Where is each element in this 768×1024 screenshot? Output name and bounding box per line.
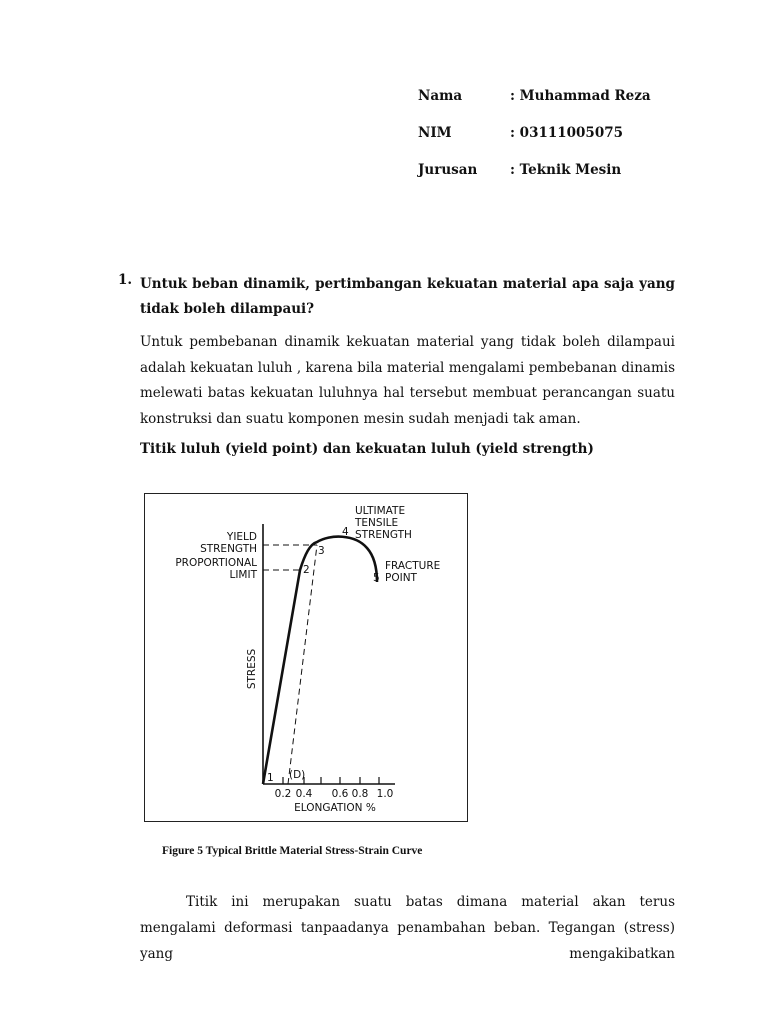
- stress-strain-figure: [144, 493, 468, 822]
- yield-label-1: YIELD: [226, 531, 257, 543]
- point-3-label: 3: [318, 545, 325, 557]
- x-tick-label: 0.2: [274, 788, 292, 800]
- stress-strain-diagram: [145, 494, 468, 822]
- uts-label-2: TENSILE: [355, 517, 399, 529]
- x-tick-label: 1.0: [376, 788, 394, 800]
- nim-value: : 03111005075: [510, 125, 624, 141]
- point-4-label: 4: [342, 526, 349, 538]
- offset-dashed-line: [288, 545, 317, 784]
- question-text: Untuk beban dinamik, pertimbangan kekuatan material apa saja yang tidak boleh dilampaui?: [140, 276, 675, 317]
- stress-axis-label: STRESS: [246, 648, 258, 690]
- fracture-label-2: POINT: [385, 572, 417, 584]
- uts-label-3: STRENGTH: [355, 529, 412, 541]
- section-subheading: Titik luluh (yield point) dan kekuatan luluh (yield strength): [140, 441, 594, 457]
- point-5-label: 5: [373, 572, 380, 584]
- figure-caption: Figure 5 Typical Brittle Material Stress-Strain Curve: [162, 845, 423, 857]
- name-label: Nama: [418, 88, 463, 104]
- question-number: 1.: [118, 272, 133, 288]
- name-value: : Muhammad Reza: [510, 88, 651, 104]
- elongation-axis-label: ELONGATION %: [294, 802, 376, 814]
- point-1-label: 1: [267, 772, 274, 784]
- proportional-label-1: PROPORTIONAL: [175, 557, 257, 569]
- point-2-label: 2: [303, 564, 310, 576]
- x-tick-label: 0.4: [295, 788, 313, 800]
- nim-label: NIM: [418, 125, 452, 141]
- major-label: Jurusan: [418, 162, 478, 178]
- answer-paragraph: Untuk pembebanan dinamik kekuatan material yang tidak boleh dilampaui adalah kekuatan luluh , karena bila material mengalami pembebanan dinamis melewati batas kekuatan luluhnya hal tersebut membuat perancangan suatu konstruksi dan suatu komponen mesin sudah menjadi tak aman.: [140, 334, 675, 427]
- yield-label-2: STRENGTH: [200, 543, 257, 555]
- offset-marker-label: (D): [289, 769, 306, 781]
- stress-strain-curve: [263, 537, 377, 784]
- major-value: : Teknik Mesin: [510, 162, 622, 178]
- x-tick-label: 0.6: [331, 788, 349, 800]
- body-paragraph-text: Titik ini merupakan suatu batas dimana material akan terus mengalami deformasi tanpaadanya penambahan beban. Tegangan (stress) yang mengakibatkan: [140, 894, 675, 962]
- uts-label-1: ULTIMATE: [355, 505, 406, 517]
- x-tick-label: 0.8: [351, 788, 369, 800]
- proportional-label-2: LIMIT: [229, 569, 257, 581]
- body-paragraph: [140, 889, 675, 967]
- fracture-label-1: FRACTURE: [385, 560, 441, 572]
